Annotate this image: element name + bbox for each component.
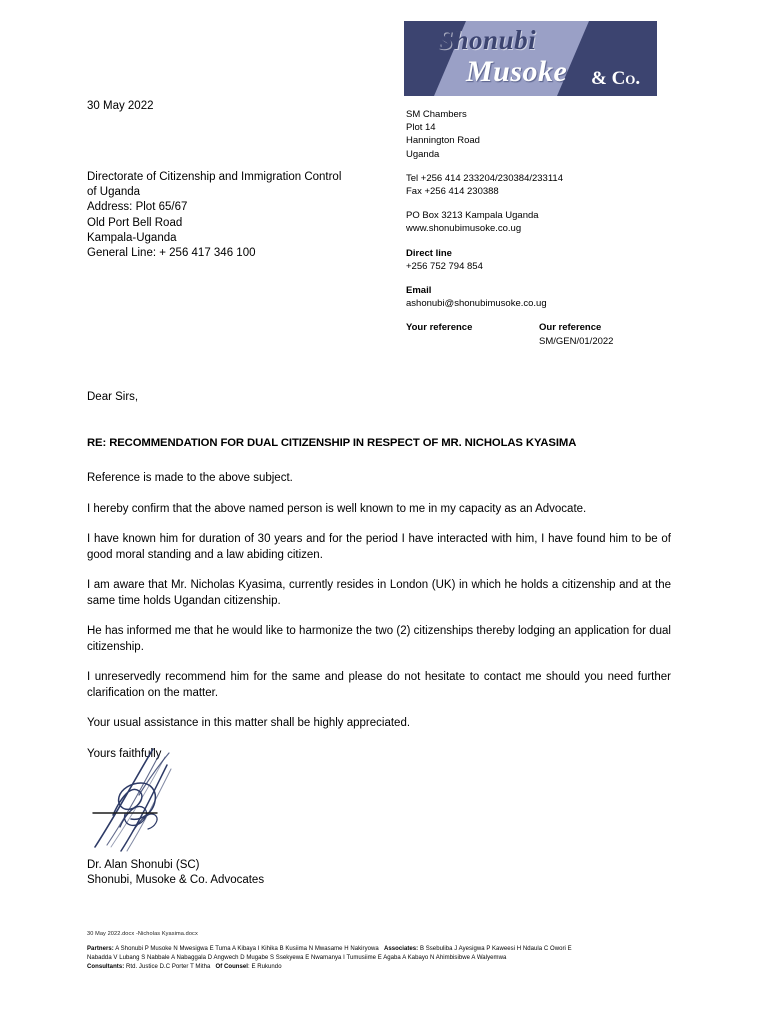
office-address — [406, 108, 686, 161]
our-reference-value: SM/GEN/01/2022 — [539, 335, 614, 347]
body-paragraph-7: Your usual assistance in this matter shall be highly appreciated. — [87, 717, 411, 729]
address-line-4: Uganda — [406, 148, 440, 160]
associates-label: Associates: — [383, 946, 419, 952]
consultants-names: Rtd. Justice D.C Porter T Mitha — [125, 964, 211, 971]
email-block — [406, 284, 686, 310]
direct-line-block — [406, 247, 686, 273]
handwritten-signature-icon — [87, 735, 287, 855]
body-paragraph-6: I unreservedly recommend him for the same and please do not hesitate to contact me should you need further clarification on the matter. — [87, 671, 671, 699]
footer-line-continued: Nabadda V Lubang S Nabbale A Nabaggala D Angwech D Mugabe S Ssekyewa E Nwamanya I Tumusiime E Agaba A Kabayo N Ahimbisibwe A Walyemwa — [87, 955, 507, 962]
partners-names: A Shonubi P Musoke N Mwesigwa E Tuma A Kibaya I Kihika B Kusiima N Mwasame H Nakiryowa — [115, 946, 379, 952]
fax-line: Fax +256 414 230388 — [406, 186, 499, 198]
associates-names: B Ssebuliba J Ayesigwa P Kaweesi H Ndaula C Owori E — [419, 946, 572, 952]
closing-salutation: Yours faithfully — [87, 747, 162, 760]
addressee-line-3: Address: Plot 65/67 — [87, 201, 188, 214]
pobox-website-block — [406, 209, 686, 235]
signatory-details — [87, 858, 264, 888]
body-paragraph-2: I hereby confirm that the above named person is well known to me in my capacity as an Advocate. — [87, 502, 587, 515]
email-label: Email — [406, 285, 432, 297]
logo-word-shonubi: Shonubi — [438, 25, 537, 55]
partners-label: Partners: — [87, 946, 114, 952]
footer-staff-listing — [87, 945, 682, 973]
salutation: Dear Sirs, — [87, 391, 139, 403]
phone-fax-block — [406, 172, 686, 198]
footer-line-consultants — [87, 963, 682, 972]
email-value[interactable]: ashonubi@shonubimusoke.co.ug — [406, 298, 547, 310]
reference-block — [406, 321, 686, 347]
body-paragraph-3: I have known him for duration of 30 years and for the period I have interacted with him, I have found him to be of good moral standing and a law abiding citizen. — [87, 533, 671, 561]
addressee-line-6: General Line: + 256 417 346 100 — [87, 247, 256, 260]
website-link[interactable]: www.shonubimusoke.co.ug — [406, 223, 522, 235]
signatory-name: Dr. Alan Shonubi (SC) — [87, 859, 200, 871]
reference-label-row — [406, 321, 686, 334]
letterhead-contact-block — [406, 108, 686, 348]
logo-word-and-co: & Co. — [591, 68, 641, 89]
letter-date: 30 May 2022 — [87, 100, 154, 112]
body-paragraph-1: Reference is made to the above subject. — [87, 472, 293, 484]
reference-value-row — [406, 335, 686, 348]
consultants-label: Consultants: — [87, 964, 125, 971]
your-reference-value — [406, 335, 539, 348]
body-paragraph-4: I am aware that Mr. Nicholas Kyasima, currently resides in London (UK) in which he holds a citizenship and at the same time holds Ugandan citizenship. — [87, 579, 671, 607]
address-line-2: Plot 14 — [406, 122, 436, 134]
page-footer — [87, 930, 682, 973]
of-counsel-label: Of Counsel — [215, 964, 249, 971]
addressee-line-4: Old Port Bell Road — [87, 216, 183, 229]
addressee-block — [87, 170, 387, 261]
signatory-firm: Shonubi, Musoke & Co. Advocates — [87, 874, 265, 887]
addressee-line-2: of Uganda — [87, 186, 141, 199]
addressee-line-1: Directorate of Citizenship and Immigration Control — [87, 171, 342, 183]
telephone-line: Tel +256 414 233204/230384/233114 — [406, 172, 563, 184]
your-reference-label: Your reference — [406, 322, 473, 334]
signature-block — [87, 735, 387, 905]
po-box-line: PO Box 3213 Kampala Uganda — [406, 210, 539, 222]
company-logo — [404, 21, 657, 96]
logo-wordmark — [404, 21, 657, 96]
footer-file-reference: 30 May 2022.docx -Nicholas Kyasima.docx — [87, 931, 198, 937]
letter-body — [87, 390, 671, 762]
address-line-1: SM Chambers — [406, 109, 467, 120]
of-counsel-value: : E Rukundo — [248, 964, 282, 971]
address-line-3: Hannington Road — [406, 135, 480, 147]
direct-line-value: +256 752 794 854 — [406, 260, 483, 272]
subject-line: RE: RECOMMENDATION FOR DUAL CITIZENSHIP IN RESPECT OF MR. NICHOLAS KYASIMA — [87, 436, 577, 449]
direct-line-label: Direct line — [406, 247, 452, 259]
our-reference-label: Our reference — [539, 322, 602, 334]
logo-word-musoke: Musoke — [466, 55, 568, 88]
addressee-line-5: Kampala-Uganda — [87, 231, 177, 244]
body-paragraph-5: He has informed me that he would like to harmonize the two (2) citizenships thereby lodging an application for dual citizenship. — [87, 625, 671, 653]
footer-line-partners — [87, 945, 682, 954]
